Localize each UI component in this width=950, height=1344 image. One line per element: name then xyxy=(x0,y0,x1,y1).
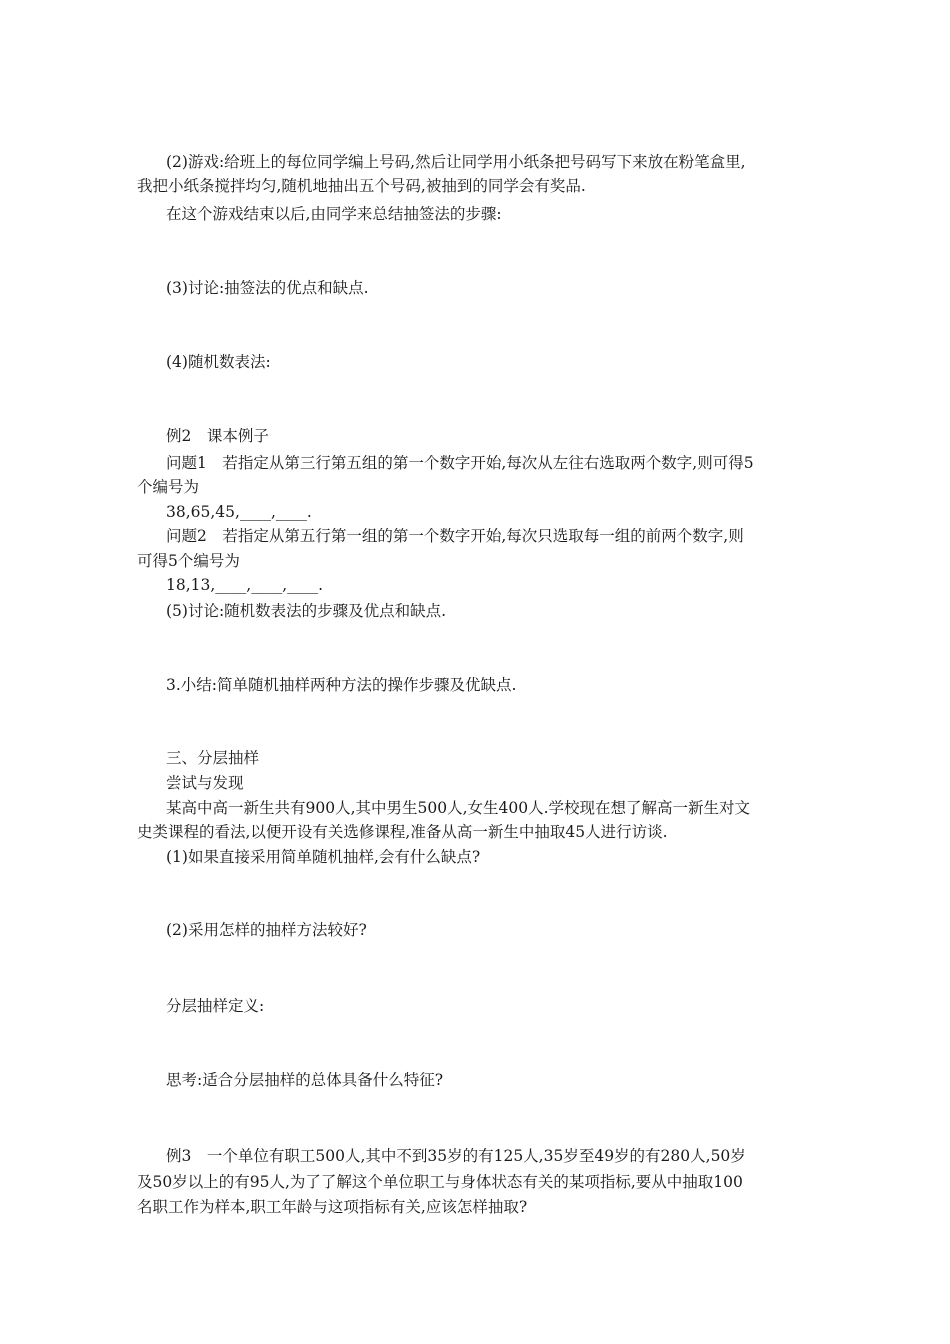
game-paragraph-line-2: 我把小纸条搅拌均匀,随机地抽出五个号码,被抽到的同学会有奖品. xyxy=(137,177,586,195)
random-number-table-heading: (4)随机数表法: xyxy=(166,353,271,371)
stratified-paragraph-line-1: 某高中高一新生共有900人,其中男生500人,女生400人.学校现在想了解高一新生对文 xyxy=(166,799,751,817)
example-3-line-1: 例3 一个单位有职工500人,其中不到35岁的有125人,35岁至49岁的有280人,50岁 xyxy=(166,1147,746,1165)
question-2-line-2: 可得5个编号为 xyxy=(137,552,240,570)
example-2-title: 例2 课本例子 xyxy=(166,427,269,445)
question-1-line-2: 个编号为 xyxy=(137,478,200,496)
game-summary-prompt: 在这个游戏结束以后,由同学来总结抽签法的步骤: xyxy=(166,205,502,223)
question-1-answers: 38,65,45,____,____. xyxy=(166,503,312,521)
lottery-discussion: (3)讨论:抽签法的优点和缺点. xyxy=(166,279,369,297)
stratified-definition-prompt: 分层抽样定义: xyxy=(166,997,265,1015)
try-and-discover-heading: 尝试与发现 xyxy=(166,774,244,792)
random-table-discussion: (5)讨论:随机数表法的步骤及优点和缺点. xyxy=(166,602,447,620)
question-2-line-1: 问题2 若指定从第五行第一组的第一个数字开始,每次只选取每一组的前两个数字,则 xyxy=(166,527,744,545)
question-1-line-1: 问题1 若指定从第三行第五组的第一个数字开始,每次从左往右选取两个数字,则可得5 xyxy=(166,454,754,472)
example-3-line-3: 名职工作为样本,职工年龄与这项指标有关,应该怎样抽取? xyxy=(137,1198,528,1216)
question-2-answers: 18,13,____,____,____. xyxy=(166,576,324,594)
stratified-question-1: (1)如果直接采用简单随机抽样,会有什么缺点? xyxy=(166,848,481,866)
stratified-question-2: (2)采用怎样的抽样方法较好? xyxy=(166,921,367,939)
section-3-heading: 三、分层抽样 xyxy=(166,749,260,767)
example-3-line-2: 及50岁以上的有95人,为了了解这个单位职工与身体状态有关的某项指标,要从中抽取100 xyxy=(137,1173,743,1191)
game-paragraph-line-1: (2)游戏:给班上的每位同学编上号码,然后让同学用小纸条把号码写下来放在粉笔盒里, xyxy=(166,153,746,171)
summary-line: 3.小结:简单随机抽样两种方法的操作步骤及优缺点. xyxy=(166,676,517,694)
stratified-paragraph-line-2: 史类课程的看法,以便开设有关选修课程,准备从高一新生中抽取45人进行访谈. xyxy=(137,823,668,841)
think-question: 思考:适合分层抽样的总体具备什么特征? xyxy=(166,1071,444,1089)
